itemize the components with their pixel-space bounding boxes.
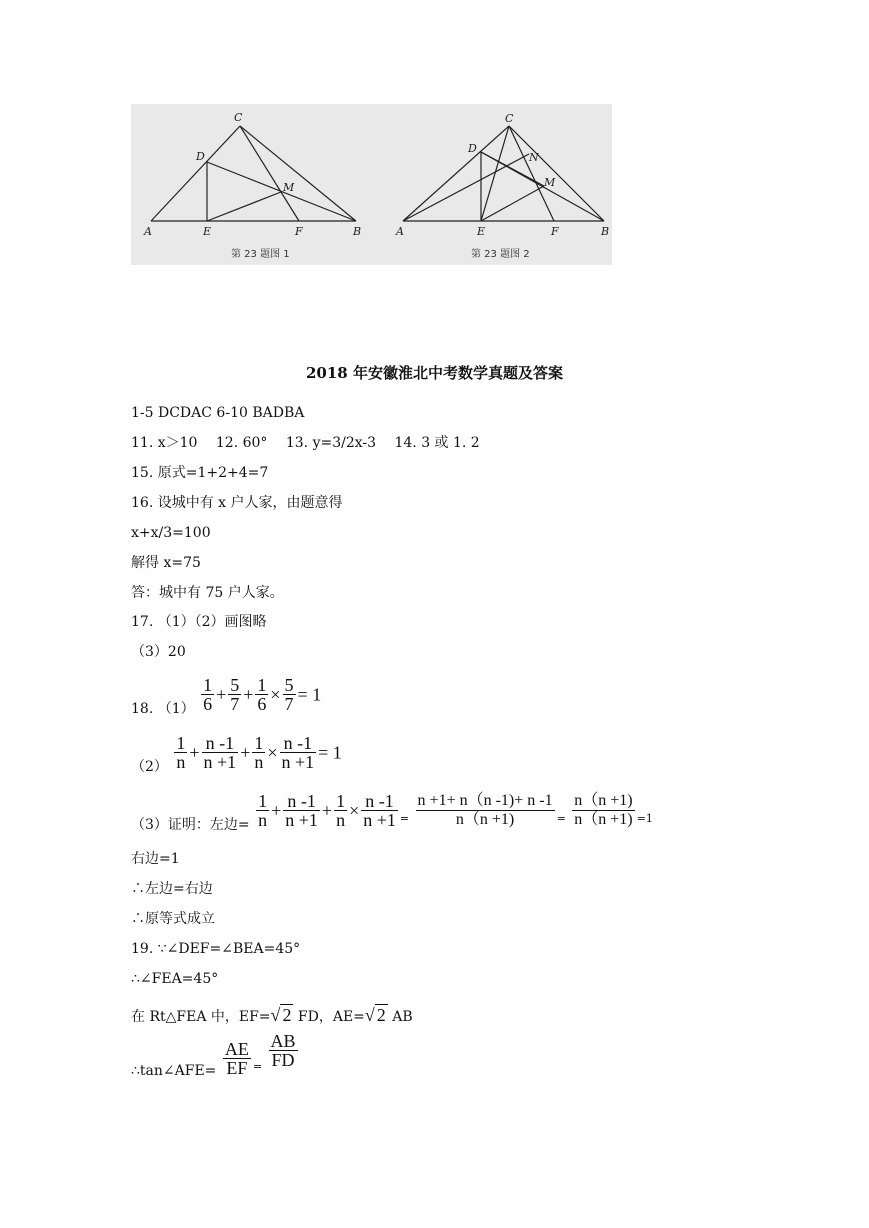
rt-triangle-text: 在 Rt△FEA 中，EF= xyxy=(131,1009,271,1025)
equals-sign: = xyxy=(399,812,410,825)
fig1-segment-em xyxy=(207,192,281,221)
fig2-segment-cf xyxy=(509,126,554,221)
fig1-label-d: D xyxy=(196,150,205,163)
fraction-ab-fd xyxy=(269,1032,298,1069)
fig1-label-m: M xyxy=(283,181,295,194)
right-side: 右边=1 xyxy=(131,851,180,867)
fraction xyxy=(334,792,347,829)
rt-triangle-text-2: FD，AE= xyxy=(297,1009,365,1025)
answer-17-1-2: 17. （1）（2）画图略 xyxy=(131,614,267,630)
denominator: 6 xyxy=(257,694,267,714)
numerator: 1 xyxy=(258,791,268,811)
numerator: n（n +1) xyxy=(574,792,633,809)
fraction xyxy=(252,734,265,771)
plus-sign: + xyxy=(271,800,282,821)
answer-16-setup: 16. 设城中有 x 户人家，由题意得 xyxy=(131,495,343,511)
fraction xyxy=(174,734,187,771)
left-equals-right: ∴左边=右边 xyxy=(131,881,213,897)
fig2-caption: 第 23 题图 2 xyxy=(471,249,530,260)
fig2-label-n: N xyxy=(529,151,539,164)
sqrt-symbol: √ xyxy=(270,1005,281,1025)
plus-sign: + xyxy=(321,800,333,821)
sqrt-symbol: √ xyxy=(364,1005,375,1025)
fig1-label-a: A xyxy=(144,225,152,238)
denominator: FD xyxy=(271,1050,295,1070)
fig2-segment-bc xyxy=(509,126,604,221)
plus-sign: + xyxy=(189,742,200,763)
equals-one: =1 xyxy=(636,812,653,825)
denominator: n +1 xyxy=(281,752,315,772)
equals-sign: = xyxy=(556,812,566,825)
numerator: 5 xyxy=(230,675,240,695)
answer-15: 15. 原式=1+2+4=7 xyxy=(131,465,269,481)
denominator: n（n +1) xyxy=(574,811,633,828)
denominator: n xyxy=(258,810,268,830)
numerator: AE xyxy=(224,1039,249,1059)
answer-19-tan xyxy=(131,1031,300,1079)
answer-18-2 xyxy=(131,733,342,775)
fraction xyxy=(283,792,320,829)
denominator: n xyxy=(176,752,186,772)
numerator: n +1+ n（n -1)+ n -1 xyxy=(417,792,553,809)
equals-sign: = xyxy=(252,1060,263,1073)
times-sign: × xyxy=(270,684,281,705)
fig1-label-b: B xyxy=(353,225,362,238)
equals-one: = 1 xyxy=(318,742,342,763)
answer-16-solve: 解得 x=75 xyxy=(131,555,201,571)
fig1-segment-cf xyxy=(240,126,299,221)
fig1-caption: 第 23 题图 1 xyxy=(231,249,290,260)
numerator: n -1 xyxy=(361,792,398,811)
fraction-ae-ef xyxy=(223,1040,251,1077)
answer-17-3: （3）20 xyxy=(131,644,186,660)
fig2-label-e: E xyxy=(477,225,486,238)
sqrt-two xyxy=(271,1005,294,1025)
answer-19-given: 19. ∵∠DEF=∠BEA=45° xyxy=(131,941,301,957)
denominator: 7 xyxy=(284,694,294,714)
denominator: n +1 xyxy=(285,810,318,830)
figure-2-labels xyxy=(395,112,609,238)
denominator: n xyxy=(254,752,264,772)
problem-23-figures xyxy=(131,104,612,265)
fraction xyxy=(202,734,239,771)
fraction xyxy=(255,676,268,713)
denominator: n xyxy=(336,810,346,830)
fig2-label-b: B xyxy=(601,225,610,238)
numerator: 5 xyxy=(284,675,294,695)
figure-1 xyxy=(151,126,356,221)
answer-18-2-prefix: （2） xyxy=(131,758,168,775)
numerator: 1 xyxy=(254,733,264,753)
times-sign: × xyxy=(349,800,360,821)
fig2-label-d: D xyxy=(468,142,477,155)
fraction xyxy=(201,676,214,713)
figure-2 xyxy=(403,126,604,221)
fig2-label-a: A xyxy=(396,225,404,238)
denominator: n +1 xyxy=(363,810,396,830)
numerator: n -1 xyxy=(202,734,239,753)
document-title: 2018 年安徽淮北中考数学真题及答案 xyxy=(306,364,563,382)
plus-sign: + xyxy=(240,742,251,763)
numerator: n -1 xyxy=(280,734,317,753)
fraction xyxy=(283,676,296,713)
denominator: n（n +1) xyxy=(455,811,515,828)
tan-prefix: ∴tan∠AFE= xyxy=(131,1062,217,1079)
answers-1-10: 1-5 DCDAC 6-10 BADBA xyxy=(131,405,305,421)
fraction xyxy=(361,792,398,829)
fig2-label-f: F xyxy=(551,225,559,238)
radicand: 2 xyxy=(376,1005,386,1025)
fig2-segment-ce xyxy=(481,126,509,221)
equals-one: = 1 xyxy=(297,684,322,705)
denominator: n +1 xyxy=(203,752,237,772)
fig1-label-c: C xyxy=(234,111,243,124)
answer-19-rt-triangle xyxy=(131,1005,413,1027)
numerator: 1 xyxy=(257,675,267,695)
fig2-label-m: M xyxy=(544,176,556,189)
identity-holds: ∴原等式成立 xyxy=(131,911,215,927)
figure-1-labels xyxy=(143,111,361,238)
numerator: AB xyxy=(270,1031,296,1051)
answer-19-angle: ∴∠FEA=45° xyxy=(131,971,219,987)
geometry-figures-svg xyxy=(131,104,612,265)
answer-18-3-prefix: （3）证明：左边= xyxy=(131,816,250,833)
fraction-simplified xyxy=(572,792,634,829)
fraction xyxy=(280,734,317,771)
fig1-segment-ac xyxy=(151,126,240,221)
answers-11-14: 11. x＞10 12. 60° 13. y=3/2x-3 14. 3 或 1. 2 xyxy=(131,435,480,451)
fraction xyxy=(228,676,241,713)
sqrt-two xyxy=(365,1005,388,1025)
fig2-label-c: C xyxy=(505,112,514,125)
plus-sign: + xyxy=(243,684,254,705)
fig1-segment-bc xyxy=(240,126,356,221)
denominator: 6 xyxy=(203,694,213,714)
answer-18-3 xyxy=(131,791,653,833)
fraction-expanded xyxy=(416,792,555,829)
radicand: 2 xyxy=(282,1005,292,1025)
denominator: EF xyxy=(226,1058,248,1078)
numerator: 1 xyxy=(336,791,346,811)
times-sign: × xyxy=(267,742,278,763)
answer-18-1-prefix: 18. （1） xyxy=(131,700,195,717)
answer-18-1 xyxy=(131,675,322,717)
numerator: n -1 xyxy=(283,792,320,811)
answer-16-equation: x+x/3=100 xyxy=(131,525,211,541)
answer-16-conclusion: 答：城中有 75 户人家。 xyxy=(131,585,284,601)
plus-sign: + xyxy=(216,684,227,705)
denominator: 7 xyxy=(230,694,240,714)
fig1-label-e: E xyxy=(203,225,212,238)
numerator: 1 xyxy=(203,675,213,695)
numerator: 1 xyxy=(176,733,186,753)
fig2-segment-em xyxy=(481,186,544,221)
fig1-label-f: F xyxy=(295,225,303,238)
fraction xyxy=(256,792,269,829)
rt-triangle-text-3: AB xyxy=(392,1009,413,1025)
